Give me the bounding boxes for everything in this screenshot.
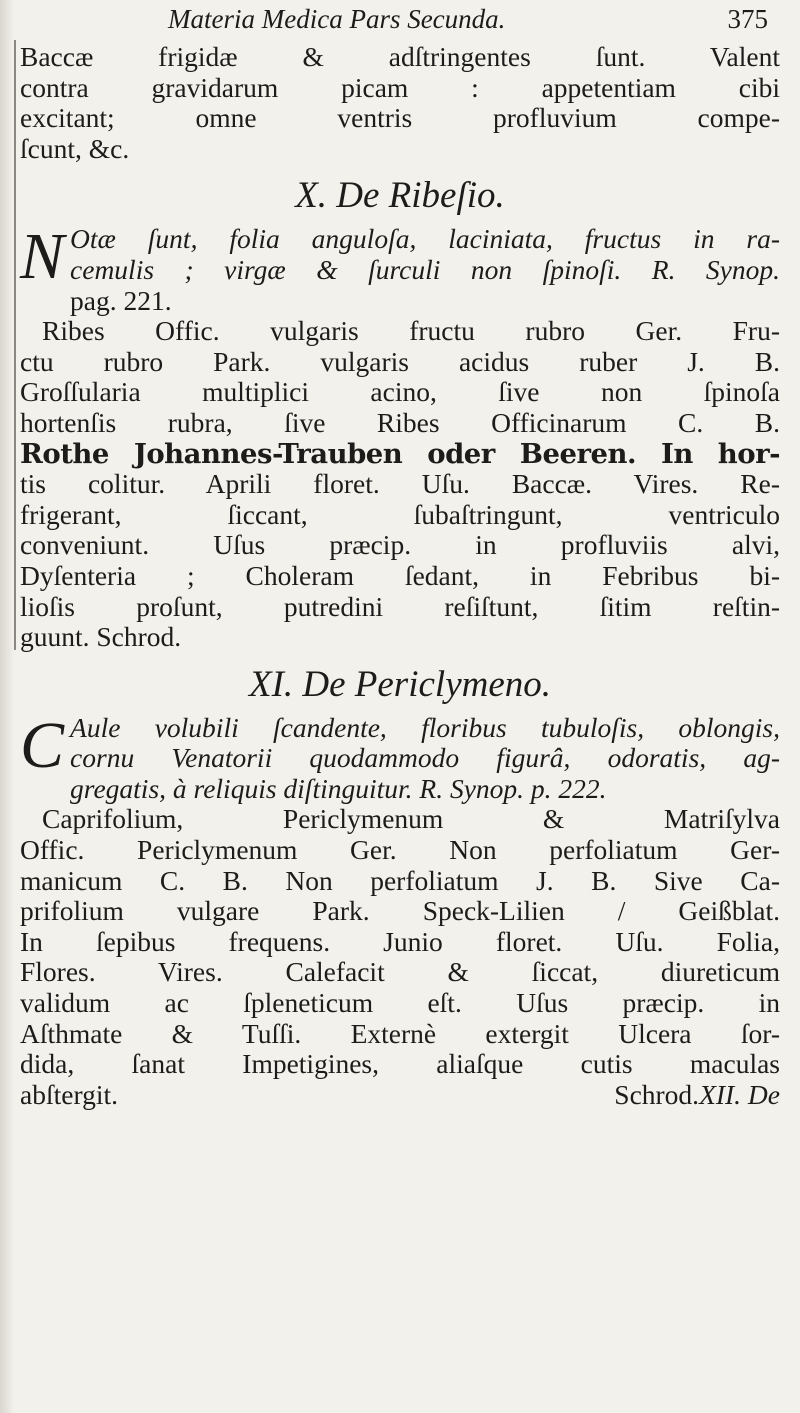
text-line: manicum C. B. Non perfoliatum J. B. Sive Ca- (20, 864, 780, 896)
text-line: dida, ſanat Impetigines, aliaſque cutis maculas (20, 1048, 780, 1080)
paragraph-baccae (20, 42, 780, 164)
last-line (20, 1080, 780, 1111)
text-line: hortenſis rubra, ſive Ribes Officinarum C. B. (20, 406, 780, 438)
text-line: ſcunt, &c. (20, 132, 130, 164)
text-line: conveniunt. Uſus præcip. in profluviis alvi, (20, 529, 780, 561)
text-line: Groſſularia multiplici acino, ſive non ſpinoſa (20, 376, 780, 408)
text-line: Caprifolium, Periclymenum & Matriſylva (42, 803, 780, 835)
description-ribesio (20, 220, 780, 316)
catchword: XII. De (699, 1078, 780, 1110)
section-heading-periclymeno: XI. De Periclymeno. (248, 663, 552, 705)
text-line: contra gravidarum picam : appetentiam cibi (20, 71, 780, 103)
text-line: In ſepibus frequens. Junio floret. Uſu. Folia, (20, 925, 780, 957)
text-line: Rothe Johannes-Trauben oder Beeren. In hor- (20, 437, 780, 470)
text-line: ctu rubro Park. vulgaris acidus ruber J. B. (20, 345, 780, 377)
text-line: Dyſenteria ; Choleram ſedant, in Febribus bi- (20, 559, 780, 591)
text-line: Aſthmate & Tuſſi. Externè extergit Ulcera ſor- (20, 1017, 780, 1049)
text-line: cemulis ; virgæ & ſurculi non ſpinoſi. R. Synop. (70, 253, 780, 285)
text-line: pag. 221. (70, 284, 172, 316)
text-line: gregatis, à reliquis diſtinguitur. R. Synop. p. 222. (70, 772, 607, 804)
body-periclymeno (20, 804, 780, 1110)
text-line: Flores. Vires. Calefacit & ſiccat, diureticum (20, 956, 780, 988)
margin-rule (14, 40, 16, 650)
drop-cap: C (20, 708, 65, 782)
page-number: 375 (727, 4, 768, 34)
text-line: prifolium vulgare Park. Speck-Lilien / Geißblat. (20, 895, 780, 927)
text-line-end: abſtergit. Schrod. (20, 1078, 700, 1110)
text-line: lioſis proſunt, putredini reſiſtunt, ſitim reſtin- (20, 590, 780, 622)
text-line: Aule volubili ſcandente, floribus tubuloſis, oblongis, (70, 711, 780, 743)
text-line: cornu Venatorii quodammodo figurâ, odoratis, ag- (70, 742, 780, 774)
text-line: Baccæ frigidæ & adſtringentes ſunt. Valent (20, 41, 780, 72)
text-block (20, 42, 780, 1110)
text-line: Ribes Offic. vulgaris fructu rubro Ger. Fru- (42, 315, 780, 347)
text-line: validum ac ſpleneticum eſt. Uſus præcip. in (20, 987, 780, 1019)
text-line: Otæ ſunt, folia anguloſa, laciniata, fructus in ra- (70, 223, 780, 255)
page-gutter (0, 0, 14, 1413)
body-ribesio (20, 316, 780, 653)
text-line: tis colitur. Aprili floret. Uſu. Baccæ. Vires. Re- (20, 468, 780, 500)
section-heading-ribesio: X. De Ribeſio. (295, 175, 505, 217)
text-line: Offic. Periclymenum Ger. Non perfoliatum Ger- (20, 834, 780, 866)
text-line: excitant; omne ventris profluvium compe- (20, 102, 780, 134)
text-line: frigerant, ſiccant, ſubaſtringunt, ventriculo (20, 498, 780, 530)
description-periclymeno (20, 708, 780, 805)
running-header (168, 4, 768, 44)
text-line: guunt. Schrod. (20, 621, 182, 653)
drop-cap: N (20, 220, 65, 294)
running-title: Materia Medica Pars Secunda. (168, 4, 506, 34)
